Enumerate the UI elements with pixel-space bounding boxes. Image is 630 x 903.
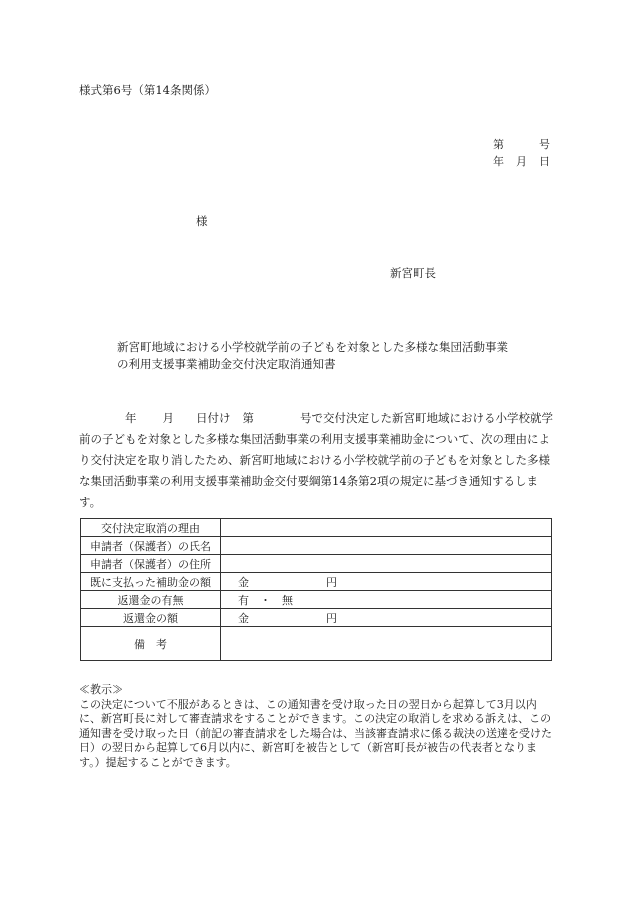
row-label: 申請者（保護者）の氏名: [81, 537, 221, 555]
date-day: 日: [539, 155, 550, 168]
table-row: [81, 591, 552, 609]
document-number-line: [493, 136, 550, 153]
row-value: 有 ・ 無: [221, 591, 552, 609]
body-date-month: 月: [162, 411, 174, 425]
title-line: の利用支援事業補助金交付決定取消通知書: [117, 357, 336, 371]
form-number: 様式第6号（第14条関係）: [79, 83, 216, 97]
number-suffix: 号: [539, 138, 550, 151]
date-year: 年: [493, 155, 504, 168]
row-label: 交付決定取消の理由: [81, 519, 221, 537]
table-row: [81, 609, 552, 627]
notice-table: [80, 518, 552, 661]
row-value: [221, 519, 552, 537]
number-prefix: 第: [493, 138, 504, 151]
table-row: [81, 627, 552, 661]
row-label: 返還金の額: [81, 609, 221, 627]
row-value: 金 円: [221, 573, 552, 591]
sender-name: 新宮町長: [390, 266, 436, 280]
date-month: 月: [516, 155, 527, 168]
table-row: [81, 555, 552, 573]
table-row: [81, 537, 552, 555]
table-row: [81, 573, 552, 591]
addressee: 様: [196, 214, 208, 228]
title-line: 新宮町地域における小学校就学前の子どもを対象とした多様な集団活動事業: [117, 340, 508, 354]
appeal-notice: [79, 683, 555, 770]
document-title: [117, 339, 508, 373]
body-date-suffix: 日付け: [196, 411, 231, 425]
document-number-block: [493, 136, 550, 170]
row-label: 返還金の有無: [81, 591, 221, 609]
notice-text: この決定について不服があるときは、この通知書を受け取った日の翌日から起算して3月以内に、新宮町長に対して審査請求をすることができます。この決定の取消しを求める訴えは、この通知書を受け取った日（前記の審査請求をした場合は、当該審査請求に係る裁決の送達を受けた日）の翌日から起算して6月以内に、新宮町を被告として（新宮町長が被告の代表者となります。）提起することができます。: [79, 697, 552, 769]
row-value: [221, 537, 552, 555]
document-date-line: [493, 153, 550, 170]
row-value: 金 円: [221, 609, 552, 627]
body-date-year: 年: [125, 411, 137, 425]
row-value: [221, 627, 552, 661]
body-number-prefix: 第: [242, 411, 254, 425]
body-text: 号で交付決定した新宮町地域における小学校就学前の子どもを対象とした多様な集団活動事業の利用支援事業補助金について、次の理由により交付決定を取り消したため、新宮町地域における小学校就学前の子どもを対象とした多様な集団活動事業の利用支援事業補助金交付要綱第14条第2項の規定に基づき通知するします。: [79, 411, 553, 509]
row-label: 申請者（保護者）の住所: [81, 555, 221, 573]
row-value: [221, 555, 552, 573]
row-label: 備 考: [81, 627, 221, 661]
table-row: [81, 519, 552, 537]
notice-heading: ≪教示≫: [79, 683, 123, 696]
row-label: 既に支払った補助金の額: [81, 573, 221, 591]
body-paragraph: [79, 408, 555, 513]
